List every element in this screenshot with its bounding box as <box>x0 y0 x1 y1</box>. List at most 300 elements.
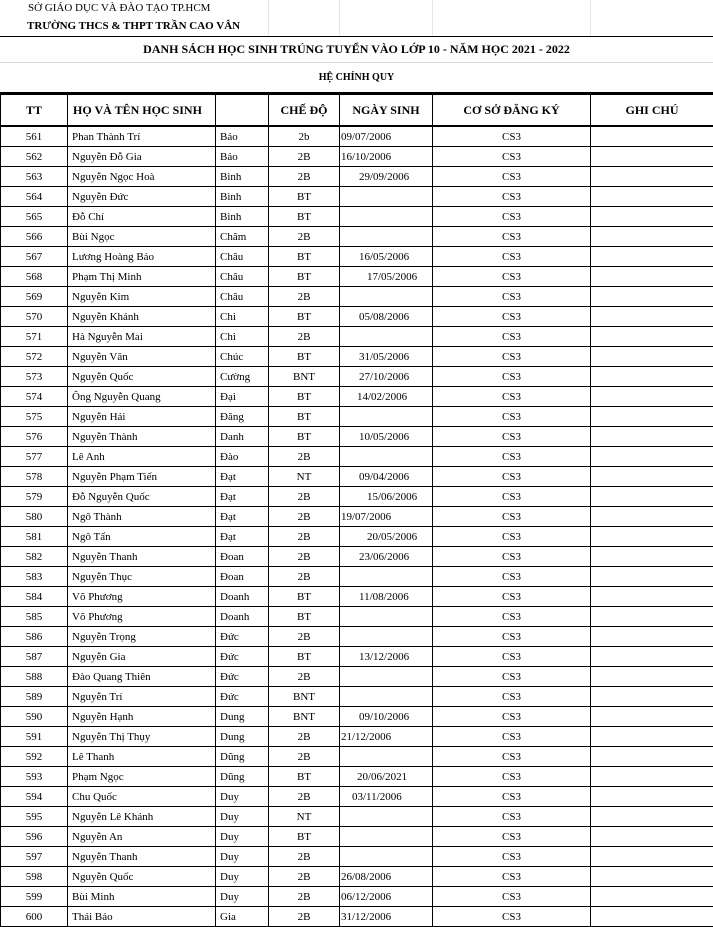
row-note <box>591 507 713 527</box>
row-regime: BT <box>269 647 340 667</box>
row-campus: CS3 <box>433 167 591 187</box>
row-note <box>591 367 713 387</box>
row-family-name: Chu Quốc <box>68 787 216 807</box>
row-given-name: Dung <box>216 727 269 747</box>
row-tt: 567 <box>1 247 68 267</box>
row-dob: 23/06/2006 <box>340 547 433 567</box>
row-tt: 565 <box>1 207 68 227</box>
row-tt: 575 <box>1 407 68 427</box>
row-tt: 597 <box>1 847 68 867</box>
row-dob <box>340 627 433 647</box>
row-regime: NT <box>269 807 340 827</box>
row-note <box>591 527 713 547</box>
row-given-name: Đức <box>216 647 269 667</box>
row-given-name: Bảo <box>216 126 269 147</box>
row-campus: CS3 <box>433 907 591 927</box>
table-row <box>1 327 713 347</box>
school-name: TRƯỜNG THCS & THPT TRẦN CAO VÂN <box>0 16 268 37</box>
row-given-name: Đoan <box>216 567 269 587</box>
row-given-name: Đăng <box>216 407 269 427</box>
row-campus: CS3 <box>433 767 591 787</box>
row-note <box>591 447 713 467</box>
row-tt: 599 <box>1 887 68 907</box>
row-note <box>591 287 713 307</box>
row-dob: 20/05/2006 <box>340 527 433 547</box>
row-note <box>591 267 713 287</box>
row-campus: CS3 <box>433 367 591 387</box>
row-given-name: Chúc <box>216 347 269 367</box>
row-dob: 20/06/2021 <box>340 767 433 787</box>
row-given-name: Bình <box>216 207 269 227</box>
row-note <box>591 247 713 267</box>
row-note <box>591 407 713 427</box>
row-given-name: Duy <box>216 887 269 907</box>
row-campus: CS3 <box>433 867 591 887</box>
row-family-name: Nguyễn An <box>68 827 216 847</box>
row-given-name: Duy <box>216 867 269 887</box>
table-row <box>1 867 713 887</box>
row-note <box>591 807 713 827</box>
row-note <box>591 827 713 847</box>
row-tt: 573 <box>1 367 68 387</box>
row-tt: 587 <box>1 647 68 667</box>
row-family-name: Đỗ Chí <box>68 207 216 227</box>
table-row <box>1 267 713 287</box>
row-dob <box>340 227 433 247</box>
row-regime: 2B <box>269 547 340 567</box>
row-tt: 582 <box>1 547 68 567</box>
department-name: SỞ GIÁO DỤC VÀ ĐÀO TẠO TP.HCM <box>0 0 268 16</box>
row-campus: CS3 <box>433 647 591 667</box>
row-family-name: Nguyễn Thành <box>68 427 216 447</box>
table-row <box>1 347 713 367</box>
row-family-name: Ông Nguyễn Quang <box>68 387 216 407</box>
row-regime: 2B <box>269 507 340 527</box>
row-regime: 2B <box>269 667 340 687</box>
header-table <box>0 0 713 93</box>
row-family-name: Nguyễn Trí <box>68 687 216 707</box>
row-family-name: Phan Thành Trí <box>68 126 216 147</box>
row-campus: CS3 <box>433 667 591 687</box>
row-dob: 26/08/2006 <box>340 867 433 887</box>
table-row <box>1 667 713 687</box>
row-note <box>591 887 713 907</box>
row-given-name: Châm <box>216 227 269 247</box>
row-campus: CS3 <box>433 727 591 747</box>
row-dob: 16/05/2006 <box>340 247 433 267</box>
row-regime: 2b <box>269 126 340 147</box>
row-note <box>591 307 713 327</box>
table-row <box>1 647 713 667</box>
row-given-name: Châu <box>216 287 269 307</box>
row-regime: BNT <box>269 707 340 727</box>
row-campus: CS3 <box>433 547 591 567</box>
row-tt: 571 <box>1 327 68 347</box>
table-row <box>1 507 713 527</box>
row-tt: 600 <box>1 907 68 927</box>
row-tt: 585 <box>1 607 68 627</box>
row-given-name: Đức <box>216 687 269 707</box>
row-family-name: Nguyễn Thục <box>68 567 216 587</box>
column-header-tt: TT <box>1 94 68 126</box>
row-regime: 2B <box>269 487 340 507</box>
row-dob <box>340 847 433 867</box>
column-header-name: HỌ VÀ TÊN HỌC SINH <box>68 94 216 126</box>
row-note <box>591 387 713 407</box>
row-tt: 577 <box>1 447 68 467</box>
row-campus: CS3 <box>433 247 591 267</box>
row-regime: 2B <box>269 447 340 467</box>
row-family-name: Thái Bảo <box>68 907 216 927</box>
table-row <box>1 787 713 807</box>
table-row <box>1 687 713 707</box>
row-tt: 583 <box>1 567 68 587</box>
row-note <box>591 147 713 167</box>
row-regime: 2B <box>269 627 340 647</box>
row-tt: 564 <box>1 187 68 207</box>
row-campus: CS3 <box>433 887 591 907</box>
table-row <box>1 147 713 167</box>
row-dob <box>340 747 433 767</box>
table-row <box>1 887 713 907</box>
row-tt: 584 <box>1 587 68 607</box>
row-dob <box>340 807 433 827</box>
row-regime: 2B <box>269 167 340 187</box>
row-dob: 31/12/2006 <box>340 907 433 927</box>
table-row <box>1 747 713 767</box>
row-dob: 09/10/2006 <box>340 707 433 727</box>
row-tt: 592 <box>1 747 68 767</box>
row-regime: 2B <box>269 847 340 867</box>
row-campus: CS3 <box>433 207 591 227</box>
row-given-name: Dung <box>216 707 269 727</box>
table-row <box>1 547 713 567</box>
row-note <box>591 187 713 207</box>
row-dob <box>340 327 433 347</box>
table-row <box>1 167 713 187</box>
row-given-name: Chi <box>216 307 269 327</box>
row-dob: 17/05/2006 <box>340 267 433 287</box>
row-family-name: Ngô Thành <box>68 507 216 527</box>
row-note <box>591 427 713 447</box>
row-given-name: Duy <box>216 827 269 847</box>
row-campus: CS3 <box>433 747 591 767</box>
row-note <box>591 847 713 867</box>
row-family-name: Lê Thanh <box>68 747 216 767</box>
table-row <box>1 607 713 627</box>
row-campus: CS3 <box>433 587 591 607</box>
row-note <box>591 467 713 487</box>
table-row <box>1 567 713 587</box>
row-given-name: Đại <box>216 387 269 407</box>
column-header-campus: CƠ SỞ ĐĂNG KÝ <box>433 94 591 126</box>
row-family-name: Nguyễn Hạnh <box>68 707 216 727</box>
row-note <box>591 727 713 747</box>
row-campus: CS3 <box>433 827 591 847</box>
row-family-name: Lê Anh <box>68 447 216 467</box>
row-campus: CS3 <box>433 467 591 487</box>
table-row <box>1 847 713 867</box>
table-row <box>1 187 713 207</box>
row-family-name: Nguyễn Ngọc Hoà <box>68 167 216 187</box>
row-dob <box>340 607 433 627</box>
table-row <box>1 527 713 547</box>
row-regime: BT <box>269 387 340 407</box>
row-family-name: Đỗ Nguyễn Quốc <box>68 487 216 507</box>
row-regime: BT <box>269 607 340 627</box>
row-note <box>591 767 713 787</box>
row-given-name: Dũng <box>216 767 269 787</box>
table-row <box>1 227 713 247</box>
row-given-name: Đạt <box>216 507 269 527</box>
row-regime: 2B <box>269 287 340 307</box>
row-dob <box>340 207 433 227</box>
row-campus: CS3 <box>433 407 591 427</box>
row-given-name: Đào <box>216 447 269 467</box>
row-regime: 2B <box>269 567 340 587</box>
table-row <box>1 427 713 447</box>
row-family-name: Nguyễn Đỗ Gia <box>68 147 216 167</box>
row-family-name: Nguyễn Thanh <box>68 547 216 567</box>
row-note <box>591 787 713 807</box>
row-tt: 581 <box>1 527 68 547</box>
row-tt: 591 <box>1 727 68 747</box>
row-regime: BT <box>269 427 340 447</box>
row-regime: 2B <box>269 747 340 767</box>
row-given-name: Bình <box>216 167 269 187</box>
row-tt: 589 <box>1 687 68 707</box>
column-header-row <box>1 94 713 126</box>
table-row <box>1 387 713 407</box>
table-row <box>1 287 713 307</box>
row-regime: BT <box>269 827 340 847</box>
table-row <box>1 447 713 467</box>
row-given-name: Duy <box>216 787 269 807</box>
table-row <box>1 727 713 747</box>
row-note <box>591 627 713 647</box>
row-family-name: Võ Phương <box>68 607 216 627</box>
row-family-name: Nguyễn Quốc <box>68 867 216 887</box>
row-campus: CS3 <box>433 487 591 507</box>
row-note <box>591 747 713 767</box>
row-family-name: Nguyễn Kim <box>68 287 216 307</box>
row-regime: BNT <box>269 367 340 387</box>
row-campus: CS3 <box>433 387 591 407</box>
row-regime: BNT <box>269 687 340 707</box>
row-dob: 29/09/2006 <box>340 167 433 187</box>
row-note <box>591 487 713 507</box>
row-regime: 2B <box>269 787 340 807</box>
row-campus: CS3 <box>433 347 591 367</box>
row-note <box>591 167 713 187</box>
row-given-name: Châu <box>216 267 269 287</box>
row-tt: 580 <box>1 507 68 527</box>
row-note <box>591 647 713 667</box>
row-regime: BT <box>269 247 340 267</box>
row-given-name: Danh <box>216 427 269 447</box>
row-dob: 09/04/2006 <box>340 467 433 487</box>
row-given-name: Đạt <box>216 487 269 507</box>
row-tt: 588 <box>1 667 68 687</box>
row-tt: 576 <box>1 427 68 447</box>
row-dob: 03/11/2006 <box>340 787 433 807</box>
row-tt: 562 <box>1 147 68 167</box>
row-note <box>591 867 713 887</box>
row-campus: CS3 <box>433 147 591 167</box>
row-given-name: Đạt <box>216 527 269 547</box>
row-tt: 566 <box>1 227 68 247</box>
row-regime: 2B <box>269 527 340 547</box>
row-tt: 595 <box>1 807 68 827</box>
row-given-name: Dũng <box>216 747 269 767</box>
row-dob: 31/05/2006 <box>340 347 433 367</box>
row-given-name: Đức <box>216 627 269 647</box>
row-campus: CS3 <box>433 567 591 587</box>
table-row <box>1 707 713 727</box>
row-regime: NT <box>269 467 340 487</box>
row-given-name: Bình <box>216 187 269 207</box>
row-campus: CS3 <box>433 427 591 447</box>
table-row <box>1 587 713 607</box>
row-family-name: Võ Phương <box>68 587 216 607</box>
row-note <box>591 607 713 627</box>
row-given-name: Đạt <box>216 467 269 487</box>
row-tt: 568 <box>1 267 68 287</box>
row-campus: CS3 <box>433 627 591 647</box>
row-regime: BT <box>269 187 340 207</box>
row-tt: 598 <box>1 867 68 887</box>
row-regime: BT <box>269 207 340 227</box>
row-family-name: Nguyễn Trọng <box>68 627 216 647</box>
column-header-given-name <box>216 94 269 126</box>
row-regime: BT <box>269 347 340 367</box>
row-dob <box>340 187 433 207</box>
row-given-name: Cường <box>216 367 269 387</box>
row-family-name: Nguyễn Đức <box>68 187 216 207</box>
row-family-name: Nguyễn Hải <box>68 407 216 427</box>
row-given-name: Duy <box>216 847 269 867</box>
row-tt: 596 <box>1 827 68 847</box>
row-dob <box>340 687 433 707</box>
row-dob <box>340 667 433 687</box>
row-regime: 2B <box>269 727 340 747</box>
row-given-name: Doanh <box>216 607 269 627</box>
row-campus: CS3 <box>433 267 591 287</box>
column-header-note: GHI CHÚ <box>591 94 713 126</box>
row-tt: 570 <box>1 307 68 327</box>
row-family-name: Nguyễn Quốc <box>68 367 216 387</box>
row-given-name: Doanh <box>216 587 269 607</box>
row-note <box>591 687 713 707</box>
table-row <box>1 827 713 847</box>
row-given-name: Bảo <box>216 147 269 167</box>
row-campus: CS3 <box>433 507 591 527</box>
row-note <box>591 567 713 587</box>
row-regime: BT <box>269 767 340 787</box>
row-campus: CS3 <box>433 847 591 867</box>
row-tt: 563 <box>1 167 68 187</box>
row-note <box>591 126 713 147</box>
table-row <box>1 407 713 427</box>
row-tt: 590 <box>1 707 68 727</box>
row-given-name: Châu <box>216 247 269 267</box>
row-dob: 27/10/2006 <box>340 367 433 387</box>
table-row <box>1 907 713 927</box>
row-dob: 05/08/2006 <box>340 307 433 327</box>
row-regime: BT <box>269 407 340 427</box>
row-campus: CS3 <box>433 687 591 707</box>
row-tt: 578 <box>1 467 68 487</box>
row-dob: 15/06/2006 <box>340 487 433 507</box>
student-table <box>0 93 713 927</box>
document-title: DANH SÁCH HỌC SINH TRÚNG TUYỂN VÀO LỚP 10 - NĂM HỌC 2021 - 2022 <box>0 37 713 63</box>
row-regime: BT <box>269 267 340 287</box>
row-tt: 569 <box>1 287 68 307</box>
row-campus: CS3 <box>433 787 591 807</box>
row-dob: 09/07/2006 <box>340 126 433 147</box>
row-regime: 2B <box>269 147 340 167</box>
table-row <box>1 367 713 387</box>
row-given-name: Đức <box>216 667 269 687</box>
row-regime: BT <box>269 307 340 327</box>
row-dob <box>340 827 433 847</box>
row-family-name: Nguyễn Gia <box>68 647 216 667</box>
row-family-name: Phạm Ngọc <box>68 767 216 787</box>
row-given-name: Gia <box>216 907 269 927</box>
row-regime: 2B <box>269 227 340 247</box>
row-note <box>591 207 713 227</box>
row-regime: 2B <box>269 887 340 907</box>
row-campus: CS3 <box>433 327 591 347</box>
row-dob <box>340 567 433 587</box>
row-campus: CS3 <box>433 227 591 247</box>
row-regime: BT <box>269 587 340 607</box>
row-tt: 561 <box>1 126 68 147</box>
table-row <box>1 627 713 647</box>
row-given-name: Duy <box>216 807 269 827</box>
row-note <box>591 707 713 727</box>
row-dob: 11/08/2006 <box>340 587 433 607</box>
table-row <box>1 807 713 827</box>
row-family-name: Ngô Tấn <box>68 527 216 547</box>
row-family-name: Hà Nguyễn Mai <box>68 327 216 347</box>
table-row <box>1 307 713 327</box>
row-dob <box>340 407 433 427</box>
row-note <box>591 227 713 247</box>
table-row <box>1 767 713 787</box>
row-campus: CS3 <box>433 527 591 547</box>
row-family-name: Nguyễn Thanh <box>68 847 216 867</box>
row-dob <box>340 447 433 467</box>
row-dob <box>340 287 433 307</box>
row-given-name: Chi <box>216 327 269 347</box>
row-tt: 586 <box>1 627 68 647</box>
row-dob: 14/02/2006 <box>340 387 433 407</box>
row-dob: 13/12/2006 <box>340 647 433 667</box>
row-campus: CS3 <box>433 707 591 727</box>
row-campus: CS3 <box>433 287 591 307</box>
document-subtitle: HỆ CHÍNH QUY <box>0 63 713 93</box>
row-dob: 19/07/2006 <box>340 507 433 527</box>
row-campus: CS3 <box>433 607 591 627</box>
table-row <box>1 467 713 487</box>
table-row <box>1 487 713 507</box>
row-family-name: Nguyễn Thị Thụy <box>68 727 216 747</box>
row-campus: CS3 <box>433 447 591 467</box>
column-header-regime: CHẾ ĐỘ <box>269 94 340 126</box>
table-row <box>1 126 713 147</box>
row-family-name: Nguyễn Văn <box>68 347 216 367</box>
